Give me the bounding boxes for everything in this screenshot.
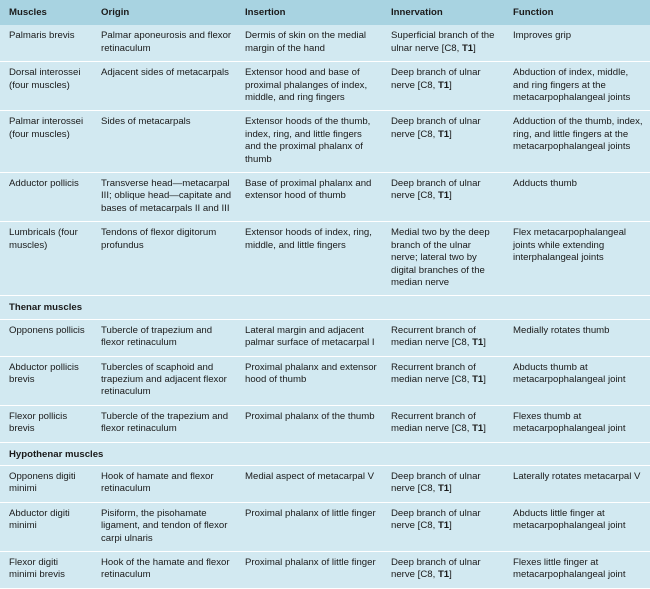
function-cell: Abducts thumb at metacarpophalangeal joint [504, 356, 650, 405]
innervation-cell [382, 111, 504, 173]
spinal-root-bold: T1 [437, 520, 450, 532]
muscle-name-cell: Flexor pollicis brevis [0, 405, 92, 442]
header-muscles: Muscles [0, 0, 92, 25]
innervation-close: ] [473, 42, 476, 54]
innervation-cell [382, 465, 504, 502]
origin-cell: Tubercle of trapezium and flexor retinaculum [92, 319, 236, 356]
innervation-text: Deep branch of ulnar nerve [C8, [391, 116, 481, 140]
muscle-name-cell: Adductor pollicis [0, 173, 92, 222]
innervation-text: Medial two by the deep branch of the ulnar nerve; lateral two by digital branches of the median nerve [391, 227, 490, 288]
table-row [0, 502, 650, 551]
spinal-root-bold: T1 [437, 79, 450, 91]
insertion-cell: Medial aspect of metacarpal V [236, 465, 382, 502]
function-cell: Adduction of the thumb, index, ring, and little fingers at the metacarpophalangeal joints [504, 111, 650, 173]
table-row [0, 356, 650, 405]
function-cell: Laterally rotates metacarpal V [504, 465, 650, 502]
muscle-name-cell: Opponens digiti minimi [0, 465, 92, 502]
innervation-text: Recurrent branch of median nerve [C8, [391, 410, 476, 435]
muscle-name-cell: Lumbricals (four muscles) [0, 222, 92, 296]
function-cell: Improves grip [504, 25, 650, 61]
innervation-cell [382, 62, 504, 111]
origin-cell: Tubercles of scaphoid and trapezium and adjacent flexor retinaculum [92, 356, 236, 405]
function-cell: Flexes thumb at metacarpophalangeal joint [504, 405, 650, 442]
function-cell: Medially rotates thumb [504, 319, 650, 356]
innervation-close: ] [483, 423, 486, 435]
header-insertion: Insertion [236, 0, 382, 25]
muscle-name-cell: Flexor digiti minimi brevis [0, 552, 92, 589]
insertion-cell: Dermis of skin on the medial margin of the hand [236, 25, 382, 61]
table-row [0, 25, 650, 61]
origin-cell: Hook of hamate and flexor retinaculum [92, 465, 236, 502]
table-row [0, 62, 650, 111]
innervation-close: ] [449, 79, 452, 91]
insertion-cell: Extensor hoods of the thumb, index, ring, and little fingers and the proximal phalanx of thumb [236, 111, 382, 173]
innervation-cell [382, 25, 504, 61]
innervation-cell [382, 552, 504, 589]
origin-cell: Transverse head—metacarpal III; oblique head—capitate and bases of metacarpals II and III [92, 173, 236, 222]
innervation-text: Superficial branch of the ulnar nerve [C8, [391, 30, 495, 54]
origin-cell: Tubercle of the trapezium and flexor retinaculum [92, 405, 236, 442]
origin-cell: Sides of metacarpals [92, 111, 236, 173]
muscle-name-cell: Dorsal interossei (four muscles) [0, 62, 92, 111]
table-row [0, 405, 650, 442]
innervation-close: ] [449, 569, 452, 581]
innervation-text: Deep branch of ulnar nerve [C8, [391, 470, 481, 495]
innervation-close: ] [483, 337, 486, 349]
innervation-close: ] [449, 520, 452, 532]
spinal-root-bold: T1 [437, 569, 450, 581]
table-row [0, 222, 650, 296]
spinal-root-bold: T1 [437, 128, 450, 140]
insertion-cell: Base of proximal phalanx and extensor hood of thumb [236, 173, 382, 222]
insertion-cell: Proximal phalanx and extensor hood of thumb [236, 356, 382, 405]
innervation-text: Deep branch of ulnar nerve [C8, [391, 67, 481, 91]
innervation-close: ] [449, 128, 452, 140]
innervation-close: ] [483, 373, 486, 385]
header-function: Function [504, 0, 650, 25]
insertion-cell: Proximal phalanx of little finger [236, 502, 382, 551]
spinal-root-bold: T1 [437, 483, 450, 495]
header-row [0, 0, 650, 25]
muscle-name-cell: Opponens pollicis [0, 319, 92, 356]
innervation-text: Recurrent branch of median nerve [C8, [391, 324, 476, 349]
table-row [0, 319, 650, 356]
innervation-text: Recurrent branch of median nerve [C8, [391, 361, 476, 385]
spinal-root-bold: T1 [461, 42, 474, 54]
spinal-root-bold: T1 [472, 337, 484, 349]
muscle-name-cell: Palmar interossei (four muscles) [0, 111, 92, 173]
header-origin: Origin [92, 0, 236, 25]
innervation-cell [382, 222, 504, 296]
origin-cell: Pisiform, the pisohamate ligament, and tendon of flexor carpi ulnaris [92, 502, 236, 551]
section-row [0, 442, 650, 465]
innervation-text: Deep branch of ulnar nerve [C8, [391, 557, 481, 581]
innervation-cell [382, 502, 504, 551]
insertion-cell: Extensor hoods of index, ring, middle, and little fingers [236, 222, 382, 296]
section-row [0, 296, 650, 319]
innervation-close: ] [449, 483, 452, 495]
table-body [0, 25, 650, 588]
function-cell: Abducts little finger at metacarpophalangeal joint [504, 502, 650, 551]
function-cell: Abduction of index, middle, and ring fingers at the metacarpophalangeal joints [504, 62, 650, 111]
muscle-name-cell: Abductor digiti minimi [0, 502, 92, 551]
table-row [0, 111, 650, 173]
function-cell: Flex metacarpophalangeal joints while extending interphalangeal joints [504, 222, 650, 296]
table-row [0, 465, 650, 502]
innervation-text: Deep branch of ulnar nerve [C8, [391, 178, 481, 202]
insertion-cell: Proximal phalanx of the thumb [236, 405, 382, 442]
section-heading: Hypothenar muscles [0, 442, 650, 465]
insertion-cell: Lateral margin and adjacent palmar surface of metacarpal I [236, 319, 382, 356]
muscle-name-cell: Palmaris brevis [0, 25, 92, 61]
origin-cell: Palmar aponeurosis and flexor retinaculum [92, 25, 236, 61]
header-innervation: Innervation [382, 0, 504, 25]
innervation-cell [382, 405, 504, 442]
insertion-cell: Extensor hood and base of proximal phalanges of index, middle, and ring fingers [236, 62, 382, 111]
origin-cell: Tendons of flexor digitorum profundus [92, 222, 236, 296]
innervation-cell [382, 356, 504, 405]
spinal-root-bold: T1 [472, 373, 484, 385]
function-cell: Flexes little finger at metacarpophalangeal joint [504, 552, 650, 589]
innervation-close: ] [449, 190, 452, 202]
section-heading: Thenar muscles [0, 296, 650, 319]
table-row [0, 173, 650, 222]
origin-cell: Adjacent sides of metacarpals [92, 62, 236, 111]
innervation-cell [382, 319, 504, 356]
muscle-name-cell: Abductor pollicis brevis [0, 356, 92, 405]
origin-cell: Hook of the hamate and flexor retinaculum [92, 552, 236, 589]
innervation-text: Deep branch of ulnar nerve [C8, [391, 507, 481, 532]
insertion-cell: Proximal phalanx of little finger [236, 552, 382, 589]
spinal-root-bold: T1 [437, 190, 450, 202]
spinal-root-bold: T1 [472, 423, 484, 435]
innervation-cell [382, 173, 504, 222]
function-cell: Adducts thumb [504, 173, 650, 222]
table-row [0, 552, 650, 589]
